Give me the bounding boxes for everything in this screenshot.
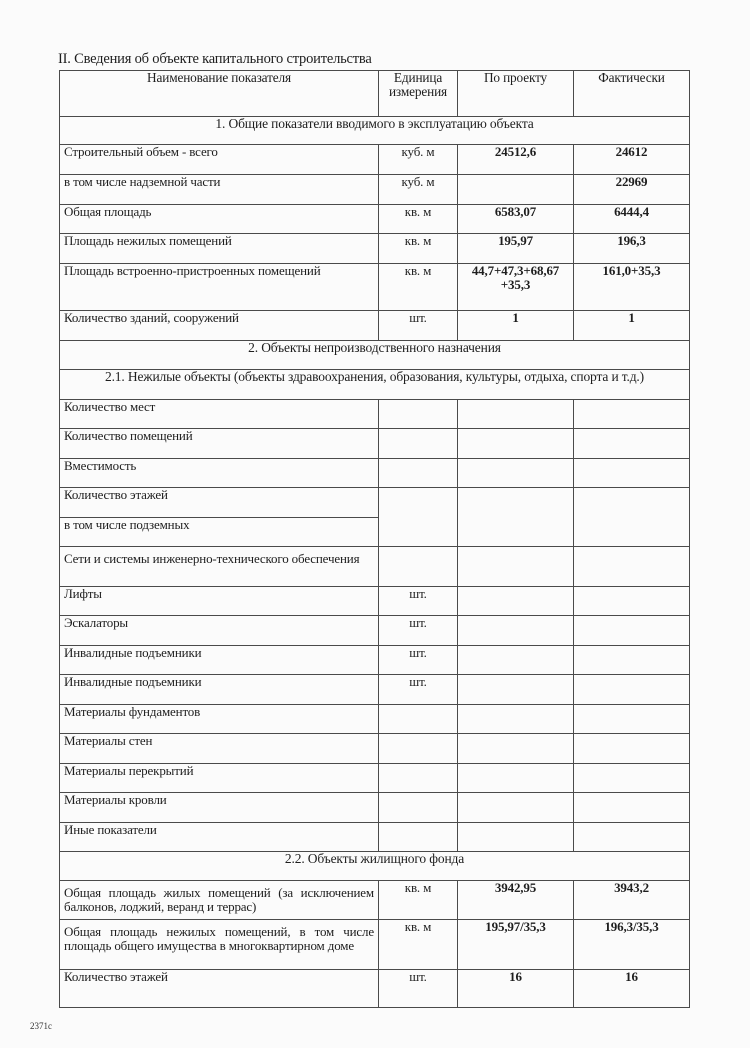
row-unit: кв. м — [379, 881, 458, 920]
table-row — [60, 488, 690, 518]
table-row — [60, 881, 690, 920]
row-project: 6583,07 — [458, 205, 574, 234]
row-actual — [574, 705, 690, 734]
row-project: 44,7+47,3+68,67 +35,3 — [458, 264, 574, 311]
row-unit: шт. — [379, 646, 458, 675]
row-unit: кв. м — [379, 264, 458, 311]
row-actual — [574, 587, 690, 616]
row-project — [458, 547, 574, 587]
row-name: Площадь нежилых помещений — [60, 234, 379, 264]
row-name: Инвалидные подъемники — [60, 675, 379, 705]
row-actual — [574, 675, 690, 705]
row-project: 16 — [458, 970, 574, 1008]
row-actual — [574, 547, 690, 587]
row-actual: 3943,2 — [574, 881, 690, 920]
row-project — [458, 616, 574, 646]
row-project — [458, 764, 574, 793]
row-name: Лифты — [60, 587, 379, 616]
table-row — [60, 459, 690, 488]
row-project — [458, 734, 574, 764]
row-actual: 1 — [574, 311, 690, 341]
section-row — [60, 117, 690, 145]
table-row — [60, 675, 690, 705]
table-row — [60, 705, 690, 734]
footer-code: 2371с — [30, 1021, 52, 1031]
row-name: Общая площадь жилых помещений (за исключением балконов, лоджий, веранд и террас) — [60, 881, 379, 920]
row-name: Материалы кровли — [60, 793, 379, 823]
row-actual — [574, 793, 690, 823]
table-row — [60, 764, 690, 793]
row-name: Материалы перекрытий — [60, 764, 379, 793]
row-unit — [379, 764, 458, 793]
row-actual: 24612 — [574, 145, 690, 175]
table-row — [60, 205, 690, 234]
row-unit: куб. м — [379, 145, 458, 175]
row-name: Общая площадь нежилых помещений, в том числе площадь общего имущества в многоквартирном доме — [60, 920, 379, 970]
row-project — [458, 675, 574, 705]
row-unit: кв. м — [379, 205, 458, 234]
section-row — [60, 341, 690, 370]
row-project — [458, 823, 574, 852]
row-unit: шт. — [379, 616, 458, 646]
table-header-row — [60, 71, 690, 117]
row-actual — [574, 616, 690, 646]
row-unit — [379, 823, 458, 852]
row-name: Количество этажей — [60, 488, 379, 518]
row-name: Материалы стен — [60, 734, 379, 764]
table-row — [60, 587, 690, 616]
row-actual — [574, 764, 690, 793]
row-actual — [574, 429, 690, 459]
header-name: Наименование показателя — [60, 71, 379, 117]
row-name: в том числе надземной части — [60, 175, 379, 205]
row-name: Площадь встроенно-пристроенных помещений — [60, 264, 379, 311]
row-actual — [574, 734, 690, 764]
row-unit — [379, 429, 458, 459]
header-project: По проекту — [458, 71, 574, 117]
row-unit — [379, 488, 458, 547]
row-unit — [379, 459, 458, 488]
document-title: II. Сведения об объекте капитального строительства — [58, 51, 372, 67]
header-actual: Фактически — [574, 71, 690, 117]
row-actual — [574, 646, 690, 675]
row-name: Инвалидные подъемники — [60, 646, 379, 675]
row-unit: шт. — [379, 675, 458, 705]
table-row — [60, 646, 690, 675]
row-unit — [379, 793, 458, 823]
row-name: Строительный объем - всего — [60, 145, 379, 175]
row-project: 1 — [458, 311, 574, 341]
row-actual: 196,3 — [574, 234, 690, 264]
section-row — [60, 852, 690, 881]
table-row — [60, 793, 690, 823]
row-project — [458, 587, 574, 616]
row-actual: 22969 — [574, 175, 690, 205]
row-actual — [574, 488, 690, 547]
row-name: Количество этажей — [60, 970, 379, 1008]
row-name: Количество мест — [60, 400, 379, 429]
row-actual — [574, 400, 690, 429]
table-row — [60, 734, 690, 764]
row-actual: 161,0+35,3 — [574, 264, 690, 311]
row-project — [458, 646, 574, 675]
row-project — [458, 400, 574, 429]
row-project — [458, 793, 574, 823]
row-unit: шт. — [379, 970, 458, 1008]
row-actual — [574, 459, 690, 488]
section-2-title: 2. Объекты непроизводственного назначения — [60, 341, 690, 370]
row-unit — [379, 400, 458, 429]
table-row — [60, 547, 690, 587]
section-row — [60, 370, 690, 400]
table-row — [60, 429, 690, 459]
row-unit: шт. — [379, 311, 458, 341]
row-project — [458, 175, 574, 205]
table-row — [60, 175, 690, 205]
table-row — [60, 311, 690, 341]
row-name: Эскалаторы — [60, 616, 379, 646]
row-unit: кв. м — [379, 920, 458, 970]
table-row — [60, 970, 690, 1008]
section-1-title: 1. Общие показатели вводимого в эксплуатацию объекта — [60, 117, 690, 145]
header-unit: Единица измерения — [379, 71, 458, 117]
row-name: Сети и системы инженерно-технического обеспечения — [60, 547, 379, 587]
table-row — [60, 920, 690, 970]
section-2-2-title: 2.2. Объекты жилищного фонда — [60, 852, 690, 881]
row-unit — [379, 734, 458, 764]
section-2-1-title: 2.1. Нежилые объекты (объекты здравоохранения, образования, культуры, отдыха, спорта и т.д.) — [60, 370, 690, 400]
table-row — [60, 234, 690, 264]
row-project — [458, 705, 574, 734]
row-unit — [379, 547, 458, 587]
row-name: Общая площадь — [60, 205, 379, 234]
row-project: 3942,95 — [458, 881, 574, 920]
row-actual: 196,3/35,3 — [574, 920, 690, 970]
table-row — [60, 145, 690, 175]
table-row — [60, 400, 690, 429]
row-actual: 16 — [574, 970, 690, 1008]
row-name: Материалы фундаментов — [60, 705, 379, 734]
row-unit: куб. м — [379, 175, 458, 205]
table-row — [60, 264, 690, 311]
row-project — [458, 459, 574, 488]
row-actual — [574, 823, 690, 852]
row-name: Вместимость — [60, 459, 379, 488]
row-name: Количество зданий, сооружений — [60, 311, 379, 341]
row-name: Иные показатели — [60, 823, 379, 852]
row-project: 195,97/35,3 — [458, 920, 574, 970]
row-project — [458, 429, 574, 459]
table-row — [60, 616, 690, 646]
row-unit: шт. — [379, 587, 458, 616]
row-project: 24512,6 — [458, 145, 574, 175]
capital-construction-table — [59, 70, 690, 1008]
row-project — [458, 488, 574, 547]
row-actual: 6444,4 — [574, 205, 690, 234]
row-unit: кв. м — [379, 234, 458, 264]
table-row — [60, 823, 690, 852]
row-name: Количество помещений — [60, 429, 379, 459]
row-project: 195,97 — [458, 234, 574, 264]
row-name: в том числе подземных — [60, 518, 379, 547]
row-unit — [379, 705, 458, 734]
